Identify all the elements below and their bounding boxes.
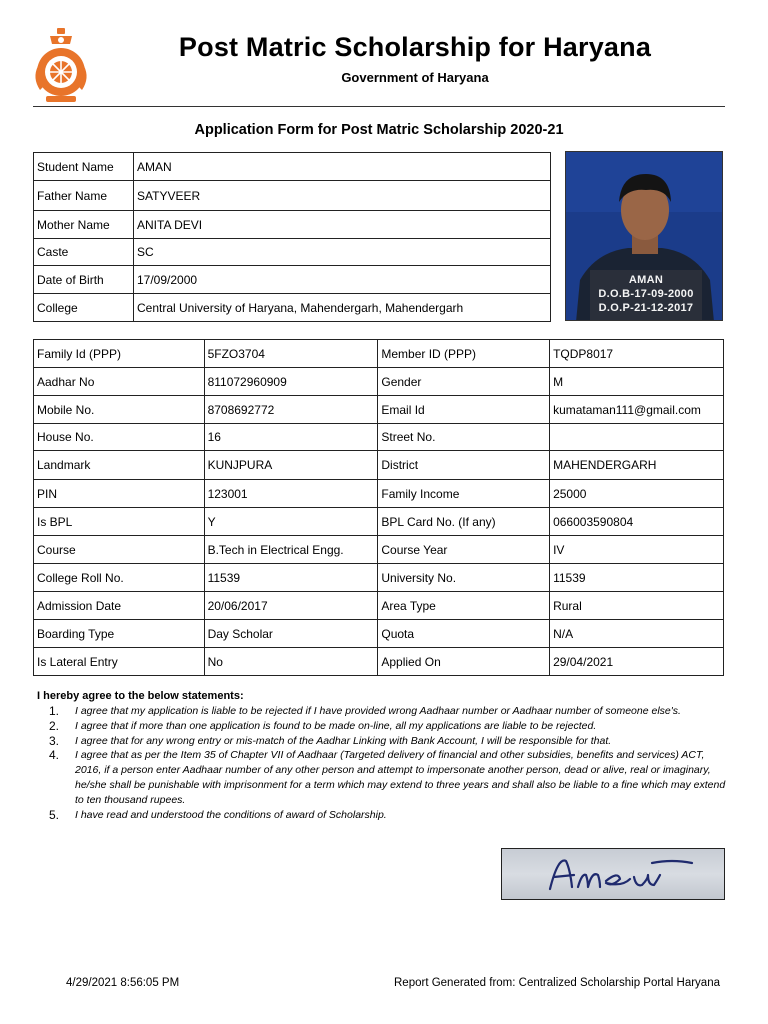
item-text: I agree that my application is liable to be rejected if I have provided wrong Aadhaar number or Aadhaar number of someone else's. [75, 705, 681, 717]
table-row [34, 294, 551, 322]
field-value: 16 [204, 424, 378, 451]
list-item [37, 719, 727, 734]
field-value: MAHENDERGARH [550, 451, 724, 480]
list-item [37, 734, 727, 749]
photo-name-plate [590, 270, 702, 320]
field-label: Student Name [34, 153, 134, 181]
field-label: Is Lateral Entry [34, 648, 205, 676]
field-value: IV [550, 536, 724, 564]
table-row [34, 396, 724, 424]
field-label: Mobile No. [34, 396, 205, 424]
field-value: 29/04/2021 [550, 648, 724, 676]
field-value: TQDP8017 [550, 340, 724, 368]
field-label: Family Income [378, 480, 550, 508]
field-label: Caste [34, 239, 134, 266]
field-label: Date of Birth [34, 266, 134, 294]
item-number: 5. [49, 807, 60, 822]
page-title: Post Matric Scholarship for Haryana [178, 32, 652, 62]
field-value: Central University of Haryana, Mahendergarh, Mahendergarh [134, 294, 551, 322]
application-details-table [33, 339, 724, 676]
field-value: 5FZO3704 [204, 340, 378, 368]
field-label: University No. [378, 564, 550, 592]
table-row [34, 368, 724, 396]
field-value: 11539 [204, 564, 378, 592]
item-text: I have read and understood the conditions of award of Scholarship. [75, 808, 387, 821]
item-number: 2. [49, 718, 60, 733]
item-number: 4. [49, 748, 60, 763]
field-value: SATYVEER [134, 181, 551, 211]
table-row [34, 620, 724, 648]
table-row [34, 536, 724, 564]
field-value: 066003590804 [550, 508, 724, 536]
item-number: 3. [49, 733, 60, 748]
table-row [34, 239, 551, 266]
field-value: SC [134, 239, 551, 266]
item-text: I agree that as per the Item 35 of Chapter VII of Aadhaar (Targeted delivery of financial and other subsidies, benefits and services) ACT, 2016, if a person enter Aadhaar number of any other person and attempt to impersonate another person, dead or alive, real or imaginary, he/she shall be punishable with imprisonment for a term which may extend to three years and shall also be liable to a fine which may extend to ten thousand rupees. [75, 749, 726, 806]
field-value: 25000 [550, 480, 724, 508]
field-value: 20/06/2017 [204, 592, 378, 620]
list-item [37, 704, 727, 719]
list-item [37, 808, 727, 823]
student-photo [565, 151, 723, 321]
field-label: Quota [378, 620, 550, 648]
table-row [34, 340, 724, 368]
field-value: kumataman111@gmail.com [550, 396, 724, 424]
field-value: AMAN [134, 153, 551, 181]
report-source: Report Generated from: Centralized Scholarship Portal Haryana [394, 977, 720, 989]
field-label: Aadhar No [34, 368, 205, 396]
field-value: M [550, 368, 724, 396]
field-label: Email Id [378, 396, 550, 424]
field-value: B.Tech in Electrical Engg. [204, 536, 378, 564]
field-value: Y [204, 508, 378, 536]
field-value: 123001 [204, 480, 378, 508]
field-label: Street No. [378, 424, 550, 451]
student-info-table [33, 152, 551, 322]
plate-dob: D.O.B-17-09-2000 [598, 288, 694, 300]
form-heading: Application Form for Post Matric Scholarship 2020-21 [194, 122, 564, 138]
field-label: House No. [34, 424, 205, 451]
table-row [34, 508, 724, 536]
field-label: Mother Name [34, 211, 134, 239]
field-value: ANITA DEVI [134, 211, 551, 239]
table-row [34, 451, 724, 480]
field-label: Is BPL [34, 508, 205, 536]
table-row [34, 480, 724, 508]
field-label: Area Type [378, 592, 550, 620]
field-value: 17/09/2000 [134, 266, 551, 294]
field-value: 11539 [550, 564, 724, 592]
item-text: I agree that for any wrong entry or mis-match of the Aadhar Linking with Bank Account, I will be responsible for that. [75, 734, 612, 747]
page-subtitle: Government of Haryana [341, 70, 489, 85]
field-value: No [204, 648, 378, 676]
field-label: PIN [34, 480, 205, 508]
field-label: Course Year [378, 536, 550, 564]
plate-dop: D.O.P-21-12-2017 [598, 302, 694, 314]
field-label: Family Id (PPP) [34, 340, 205, 368]
field-label: Admission Date [34, 592, 205, 620]
field-label: Boarding Type [34, 620, 205, 648]
table-row [34, 266, 551, 294]
field-label: Landmark [34, 451, 205, 480]
field-value: Rural [550, 592, 724, 620]
table-row [34, 592, 724, 620]
field-value: N/A [550, 620, 724, 648]
field-label: Member ID (PPP) [378, 340, 550, 368]
table-row [34, 211, 551, 239]
declaration-heading: I hereby agree to the below statements: [37, 690, 244, 702]
field-label: College Roll No. [34, 564, 205, 592]
table-row [34, 564, 724, 592]
haryana-emblem-icon [30, 26, 92, 104]
header-divider [33, 106, 725, 107]
field-value: 8708692772 [204, 396, 378, 424]
list-item [37, 748, 727, 807]
field-label: Applied On [378, 648, 550, 676]
field-label: BPL Card No. (If any) [378, 508, 550, 536]
signature-box [501, 848, 725, 900]
table-row [34, 153, 551, 181]
field-label: District [378, 451, 550, 480]
item-number: 1. [49, 704, 60, 718]
table-row [34, 648, 724, 676]
report-timestamp: 4/29/2021 8:56:05 PM [66, 977, 180, 989]
field-value [550, 424, 724, 451]
item-text: I agree that if more than one application is found to be made on-line, all my applications are liable to be rejected. [75, 719, 597, 732]
signature-icon [502, 849, 726, 901]
table-row [34, 424, 724, 451]
field-label: Course [34, 536, 205, 564]
field-value: 811072960909 [204, 368, 378, 396]
plate-name: AMAN [628, 274, 664, 286]
declaration-list [37, 704, 727, 822]
field-label: Father Name [34, 181, 134, 211]
field-value: KUNJPURA [204, 451, 378, 480]
field-label: Gender [378, 368, 550, 396]
table-row [34, 181, 551, 211]
field-label: College [34, 294, 134, 322]
field-value: Day Scholar [204, 620, 378, 648]
